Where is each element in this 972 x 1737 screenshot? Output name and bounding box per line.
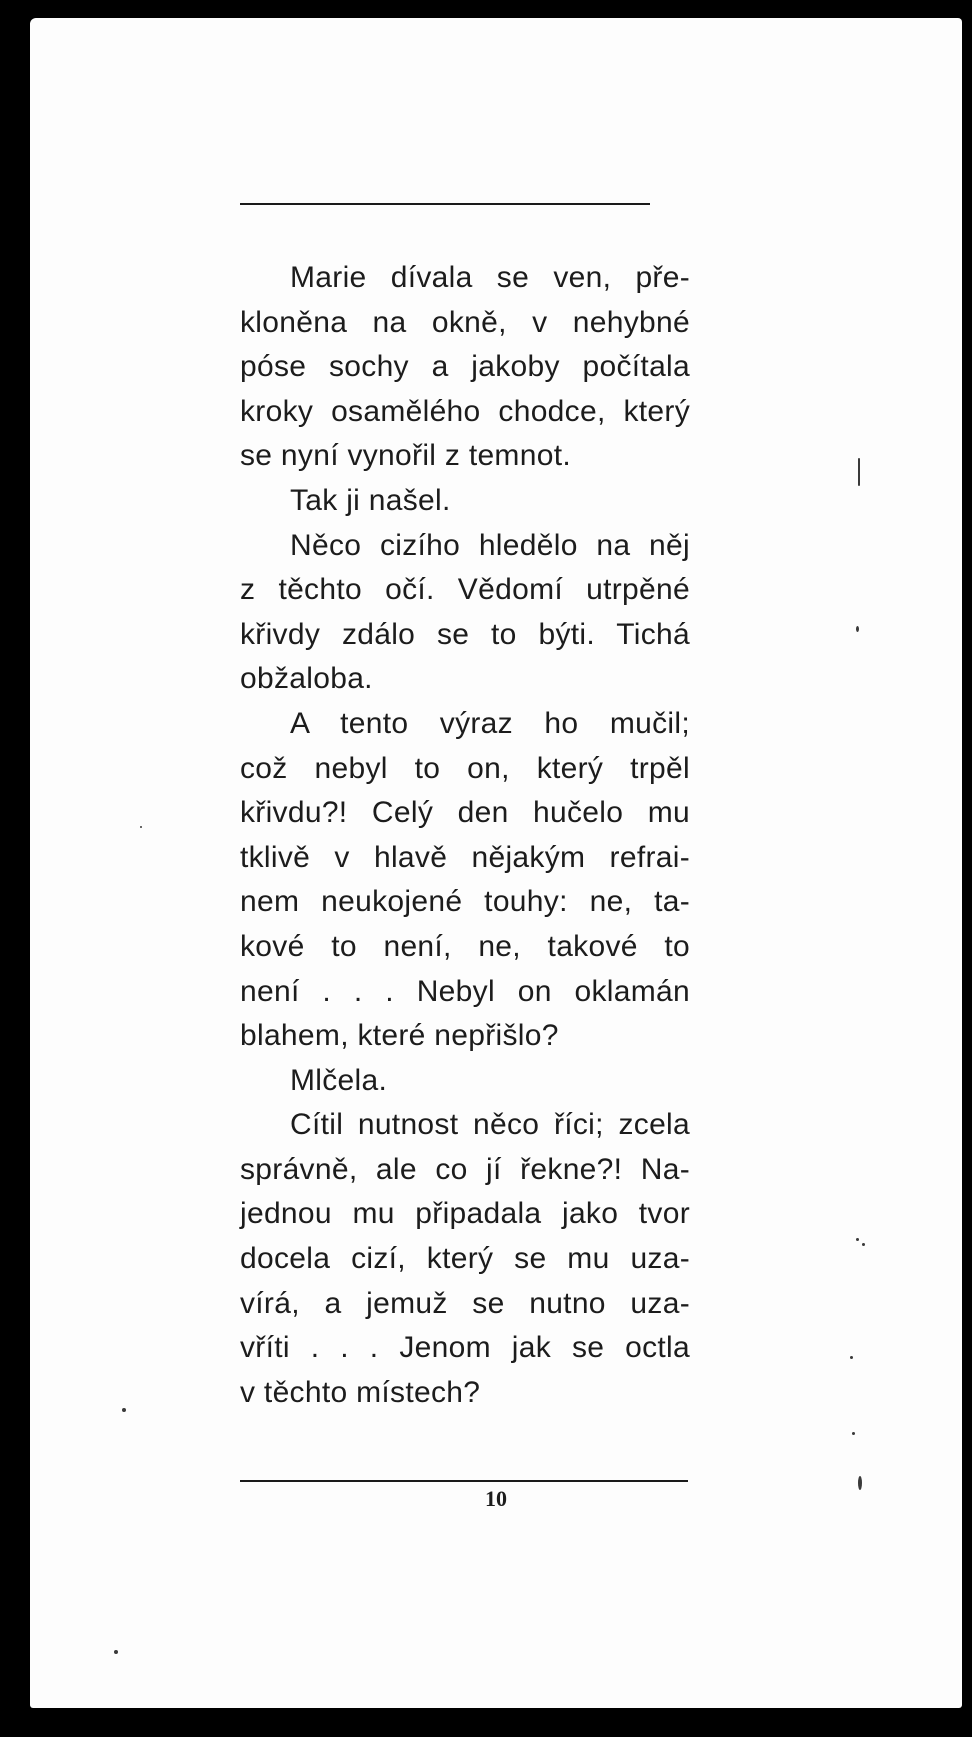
text-line: Mlčela. (290, 1063, 388, 1097)
text-line: křivdu?! Celý den hučelo mu (240, 796, 690, 830)
text-line: v těchto místech? (240, 1375, 481, 1409)
paper-speck (858, 458, 860, 486)
text-line: kové to není, ne, takové to (240, 929, 690, 963)
text-line: tklivě v hlavě nějakým refrai- (240, 840, 690, 874)
paragraph-3 (240, 524, 690, 702)
text-line: Tak ji našel. (290, 483, 451, 517)
top-rule (240, 203, 650, 205)
page-number: 10 (485, 1486, 507, 1511)
paragraph-5 (240, 1059, 690, 1104)
text-line: z těchto očí. Vědomí utrpěné (240, 573, 690, 607)
text-line: což nebyl to on, který trpěl (240, 751, 690, 785)
paper-speck (114, 1650, 118, 1654)
text-line: obžaloba. (240, 662, 373, 696)
text-line: Marie dívala se ven, pře- (290, 261, 690, 294)
paper-speck (856, 626, 859, 632)
text-line: správně, ale co jí řekne?! Na- (240, 1152, 690, 1186)
paragraph-4 (240, 702, 690, 1059)
text-line: A tento výraz ho mučil; (290, 706, 690, 740)
paper-speck (140, 826, 142, 828)
text-line: blahem, které nepřišlo? (240, 1019, 559, 1053)
paper-speck (862, 1243, 865, 1246)
paper-speck (122, 1408, 126, 1412)
book-page (30, 18, 962, 1708)
text-line: se nyní vynořil z temnot. (240, 439, 571, 473)
text-line: jednou mu připadala jako tvor (240, 1197, 690, 1231)
bottom-rule (240, 1480, 688, 1482)
paragraph-6 (240, 1103, 690, 1415)
text-line: nem neukojené touhy: ne, ta- (240, 885, 690, 919)
text-line: křivdy zdálo se to býti. Tichá (240, 617, 690, 651)
text-line: vříti . . . Jenom jak se octla (240, 1331, 690, 1365)
text-line: vírá, a jemuž se nutno uza- (240, 1286, 690, 1320)
text-line: není . . . Nebyl on oklamán (240, 974, 690, 1008)
text-line: póse sochy a jakoby počítala (240, 350, 690, 384)
text-line: kloněna na okně, v nehybné (240, 305, 690, 339)
paper-speck (852, 1432, 855, 1435)
body-text (240, 256, 690, 1415)
text-line: kroky osamělého chodce, který (240, 394, 690, 428)
paper-speck (856, 1238, 859, 1241)
text-line: docela cizí, který se mu uza- (240, 1242, 690, 1276)
paragraph-2 (240, 479, 690, 524)
text-line: Něco cizího hledělo na něj (290, 528, 690, 562)
paper-speck (850, 1356, 853, 1359)
paper-speck (858, 1476, 862, 1490)
text-line: Cítil nutnost něco říci; zcela (290, 1108, 690, 1142)
paragraph-1 (240, 256, 690, 479)
